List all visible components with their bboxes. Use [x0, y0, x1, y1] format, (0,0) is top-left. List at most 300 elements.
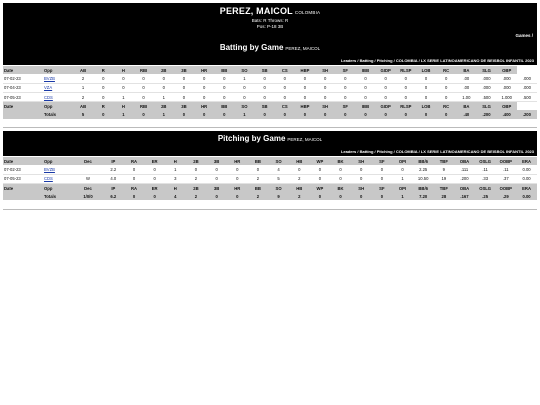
totals-cell: 0 — [134, 110, 154, 118]
totals-spacer — [3, 110, 43, 118]
column-header[interactable]: Opp — [43, 102, 73, 111]
column-header[interactable]: BB — [214, 102, 234, 111]
column-header[interactable]: Date — [3, 157, 43, 165]
column-header[interactable]: OOBP — [495, 157, 516, 165]
column-header[interactable]: OPI — [392, 183, 413, 192]
column-header[interactable]: RBI — [134, 66, 154, 74]
totals-cell: 0 — [396, 110, 416, 118]
nav-pitching[interactable]: Pitching — [376, 149, 393, 154]
stat-cell: 0 — [124, 165, 145, 174]
stat-cell: 1.00 — [456, 92, 476, 101]
stat-cell: 4.0 — [103, 174, 124, 183]
totals-cell: 0 — [214, 110, 234, 118]
column-header[interactable]: RLSP — [396, 102, 416, 111]
column-header[interactable]: Opp — [43, 66, 73, 74]
column-header[interactable]: RA — [124, 183, 145, 192]
column-header[interactable]: SF — [372, 157, 393, 165]
column-header[interactable]: HB — [289, 157, 310, 165]
column-header[interactable]: WP — [310, 157, 331, 165]
stat-cell: 2 — [186, 174, 207, 183]
table-row — [3, 165, 537, 174]
table-row — [3, 83, 537, 92]
column-header[interactable]: Opp — [43, 183, 73, 192]
column-header[interactable]: ER — [144, 183, 165, 192]
totals-decision: 1/0/0 — [73, 192, 103, 200]
column-header[interactable]: SH — [351, 183, 372, 192]
opponent-link[interactable]: VZA — [44, 85, 53, 91]
stat-cell: 0 — [134, 92, 154, 101]
column-header[interactable]: BK — [330, 183, 351, 192]
column-header[interactable]: RC — [436, 66, 456, 74]
column-header[interactable]: H — [165, 183, 186, 192]
column-header[interactable]: OBP — [497, 102, 517, 111]
column-header[interactable]: Date — [3, 102, 43, 111]
stat-cell: 0 — [416, 92, 436, 101]
batting-title: Batting by Game — [219, 43, 284, 52]
stat-cell: 0 — [396, 74, 416, 83]
stat-cell: .000 — [497, 74, 517, 83]
totals-cell: 9 — [268, 192, 289, 200]
stat-cell: 0 — [174, 83, 194, 92]
totals-cell: .400 — [497, 110, 517, 118]
stat-cell: .500 — [476, 92, 496, 101]
column-header[interactable]: IBB — [355, 102, 375, 111]
totals-cell: 0 — [351, 192, 372, 200]
stat-cell: 1 — [73, 83, 93, 92]
bats-throws: Bats: R Throws: R — [251, 17, 289, 23]
stat-cell: 0 — [134, 74, 154, 83]
totals-cell: 2 — [186, 192, 207, 200]
totals-label: Totals — [43, 192, 73, 200]
totals-cell: 7.20 — [413, 192, 434, 200]
totals-cell: 5 — [73, 110, 93, 118]
stat-cell: 0 — [289, 165, 310, 174]
stat-cell: 1 — [154, 92, 174, 101]
column-header[interactable]: HBP — [295, 102, 315, 111]
totals-cell: 4 — [165, 192, 186, 200]
stat-cell: 19 — [434, 174, 455, 183]
column-header[interactable]: WP — [310, 183, 331, 192]
opponent-cell — [43, 165, 73, 174]
totals-cell: 0 — [436, 110, 456, 118]
totals-cell: .25 — [475, 192, 496, 200]
stat-cell: 0 — [194, 92, 214, 101]
stat-cell: 0 — [335, 83, 355, 92]
stat-cell: 0 — [330, 165, 351, 174]
column-header[interactable]: TBF — [434, 157, 455, 165]
pitching-table — [3, 157, 537, 200]
column-header[interactable]: RC — [436, 102, 456, 111]
stat-cell: 0 — [275, 74, 295, 83]
totals-cell: 0 — [174, 110, 194, 118]
stat-cell: 0 — [416, 83, 436, 92]
totals-cell: 0 — [93, 110, 113, 118]
stat-cell: 0 — [144, 165, 165, 174]
stat-cell: 0.00 — [516, 174, 537, 183]
column-header[interactable]: BB/6 — [413, 183, 434, 192]
games-link[interactable]: Games / — [515, 33, 533, 38]
nav-team[interactable]: COLOMBIA — [395, 58, 418, 63]
column-header[interactable]: OBA — [454, 183, 475, 192]
column-header[interactable]: ERA — [516, 157, 537, 165]
stat-cell: 0 — [214, 92, 234, 101]
column-header[interactable]: IP — [103, 183, 124, 192]
decision-cell — [73, 165, 103, 174]
column-header[interactable]: Date — [3, 183, 43, 192]
stat-cell: 0 — [144, 174, 165, 183]
section-divider — [3, 127, 537, 128]
column-header[interactable]: OSLG — [475, 183, 496, 192]
stat-cell: 0 — [214, 83, 234, 92]
stat-cell: 0 — [124, 174, 145, 183]
stat-cell: 2.2 — [103, 165, 124, 174]
player-header — [3, 3, 537, 40]
nav-leaders[interactable]: Leaders — [340, 149, 357, 154]
column-header[interactable]: GIDP — [376, 66, 396, 74]
stat-cell: 1 — [165, 165, 186, 174]
footer-header-row — [3, 183, 537, 192]
opponent-cell — [43, 74, 73, 83]
header-row — [3, 66, 537, 74]
column-header[interactable]: OOBP — [495, 183, 516, 192]
column-header[interactable]: Opp — [43, 157, 73, 165]
column-header[interactable]: SLG — [476, 66, 496, 74]
totals-cell: 0 — [372, 192, 393, 200]
stat-cell: 0 — [234, 92, 254, 101]
stat-cell: 0 — [315, 83, 335, 92]
stat-cell: 0 — [214, 74, 234, 83]
date-cell: 07-05-23 — [3, 92, 43, 101]
opponent-cell — [43, 83, 73, 92]
stat-cell: 0 — [436, 74, 456, 83]
column-header[interactable]: RLSP — [396, 66, 416, 74]
stat-cell: 0 — [355, 92, 375, 101]
column-header[interactable]: H — [113, 66, 133, 74]
pitching-subtitle: PEREZ, MAICOL — [287, 137, 323, 142]
column-header[interactable]: SH — [315, 66, 335, 74]
nav-batting[interactable]: Batting — [359, 149, 374, 154]
opponent-link[interactable]: CDS — [44, 176, 53, 182]
column-header[interactable]: OBA — [454, 157, 475, 165]
stat-cell: .00 — [456, 74, 476, 83]
stat-cell: 0 — [416, 74, 436, 83]
column-header[interactable]: CS — [275, 102, 295, 111]
totals-cell: 0 — [335, 110, 355, 118]
column-header[interactable]: SLG — [476, 102, 496, 111]
stat-cell: 0 — [227, 174, 248, 183]
decision-cell: W — [73, 174, 103, 183]
column-header[interactable]: RBI — [134, 102, 154, 111]
stat-cell: .000 — [497, 83, 517, 92]
stat-cell: 5 — [268, 174, 289, 183]
stat-cell: 0 — [372, 165, 393, 174]
totals-cell: 0 — [376, 110, 396, 118]
stat-cell: 0 — [194, 83, 214, 92]
totals-cell: 1 — [113, 110, 133, 118]
stat-cell: 0 — [174, 74, 194, 83]
nav-pitching[interactable]: Pitching — [376, 58, 393, 63]
column-header[interactable]: AB — [73, 66, 93, 74]
column-header[interactable]: 3B — [174, 66, 194, 74]
column-header[interactable]: OSLG — [475, 157, 496, 165]
player-name-line — [3, 6, 537, 16]
batting-table — [3, 66, 537, 119]
stat-cell: 10.50 — [413, 174, 434, 183]
stat-cell: 1.000 — [497, 92, 517, 101]
column-header[interactable]: BA — [456, 66, 476, 74]
totals-cell: 0 — [315, 110, 335, 118]
batting-title-line — [3, 43, 537, 52]
nav-batting[interactable]: Batting — [359, 58, 374, 63]
column-header[interactable]: Date — [3, 66, 43, 74]
stat-cell: 0 — [227, 165, 248, 174]
stat-cell: 0 — [310, 174, 331, 183]
totals-row — [3, 110, 537, 118]
player-name: PEREZ, MAICOL — [219, 6, 293, 16]
positions: Pos: P-18 3B — [256, 23, 284, 29]
column-header[interactable]: 3B — [206, 183, 227, 192]
header-row — [3, 157, 537, 165]
batting-subtitle: PEREZ, MAICOL — [285, 46, 321, 51]
stat-cell: 0 — [295, 83, 315, 92]
table-row — [3, 92, 537, 101]
column-header[interactable]: Dec — [73, 183, 103, 192]
column-header[interactable]: HR — [227, 183, 248, 192]
stat-cell: .33 — [475, 174, 496, 183]
stat-cell: .000 — [517, 74, 537, 83]
stat-cell: 0 — [392, 165, 413, 174]
column-header[interactable]: H — [165, 157, 186, 165]
table-row — [3, 74, 537, 83]
date-cell: 07-04-23 — [3, 83, 43, 92]
column-header[interactable]: 2B — [186, 183, 207, 192]
column-header[interactable]: SB — [255, 66, 275, 74]
column-header[interactable]: SF — [335, 102, 355, 111]
nav-leaders[interactable]: Leaders — [340, 58, 357, 63]
column-header[interactable]: HR — [194, 66, 214, 74]
totals-cell: 0 — [144, 192, 165, 200]
stat-cell: 0 — [248, 165, 269, 174]
stat-cell: 0 — [255, 83, 275, 92]
column-header[interactable]: TBF — [434, 183, 455, 192]
totals-cell: 1 — [392, 192, 413, 200]
column-header[interactable]: IBB — [355, 66, 375, 74]
stat-cell: 3 — [165, 174, 186, 183]
totals-cell: .40 — [456, 110, 476, 118]
stat-cell: 2 — [289, 174, 310, 183]
column-header[interactable]: BK — [330, 157, 351, 165]
stat-cell: 0 — [436, 83, 456, 92]
pitching-section-header — [3, 131, 537, 156]
pitching-title-line — [3, 134, 537, 143]
totals-cell: 0 — [194, 110, 214, 118]
stat-cell: 0 — [234, 83, 254, 92]
column-header[interactable]: LOB — [416, 66, 436, 74]
totals-cell: 0 — [124, 192, 145, 200]
column-header[interactable]: OBP — [497, 66, 517, 74]
totals-cell: 0.00 — [516, 192, 537, 200]
opponent-cell — [43, 174, 73, 183]
column-header[interactable]: IP — [103, 157, 124, 165]
column-header[interactable]: SO — [234, 66, 254, 74]
column-header[interactable]: SO — [268, 183, 289, 192]
column-header[interactable]: 3B — [206, 157, 227, 165]
column-header[interactable]: GIDP — [376, 102, 396, 111]
stat-cell: 0 — [351, 174, 372, 183]
stat-cell: 0 — [295, 92, 315, 101]
stat-cell: 0 — [396, 92, 416, 101]
stat-cell: .000 — [476, 74, 496, 83]
stat-cell: 0 — [255, 92, 275, 101]
pitching-title: Pitching by Game — [217, 134, 286, 143]
totals-cell: .29 — [495, 192, 516, 200]
opponent-link[interactable]: BVZB — [44, 75, 55, 81]
stat-cell: .000 — [517, 83, 537, 92]
stat-cell: .11 — [495, 165, 516, 174]
column-header[interactable]: SO — [268, 157, 289, 165]
batting-nav: Leaders / Batting / Pitching / COLOMBIA / LX SERIE LATINOAMERICANO DE BEISBOL INFANTIL 2023 — [340, 58, 534, 63]
column-header[interactable]: SO — [234, 102, 254, 111]
column-header[interactable]: AB — [73, 102, 93, 111]
stat-cell: 0 — [355, 74, 375, 83]
column-header[interactable]: 3B — [174, 102, 194, 111]
stat-cell: .500 — [517, 92, 537, 101]
column-header[interactable]: BB — [214, 66, 234, 74]
totals-row — [3, 192, 537, 200]
nav-league[interactable]: LX SERIE LATINOAMERICANO DE BEISBOL INFANTIL 2023 — [420, 58, 534, 63]
column-header[interactable]: ER — [144, 157, 165, 165]
totals-cell: .200 — [476, 110, 496, 118]
totals-cell: 0 — [355, 110, 375, 118]
stat-cell: 0 — [186, 165, 207, 174]
totals-cell: 2 — [289, 192, 310, 200]
stat-cell: 0 — [93, 83, 113, 92]
stat-cell: .00 — [456, 83, 476, 92]
stat-cell: .000 — [476, 83, 496, 92]
nav-league[interactable]: LX SERIE LATINOAMERICANO DE BEISBOL INFANTIL 2023 — [420, 149, 534, 154]
column-header[interactable]: CS — [275, 66, 295, 74]
stat-cell: 0 — [93, 92, 113, 101]
column-header[interactable]: LOB — [416, 102, 436, 111]
totals-cell: 0 — [330, 192, 351, 200]
column-header[interactable]: BB/6 — [413, 157, 434, 165]
totals-cell: 0 — [295, 110, 315, 118]
stat-cell: 4 — [268, 165, 289, 174]
stat-cell: 0 — [335, 74, 355, 83]
column-header[interactable]: SH — [315, 102, 335, 111]
column-header[interactable]: 2B — [154, 102, 174, 111]
bottom-divider — [3, 209, 537, 210]
stat-cell: .11 — [475, 165, 496, 174]
stat-cell: .37 — [495, 174, 516, 183]
totals-cell: 0 — [275, 110, 295, 118]
stat-cell: 0 — [376, 74, 396, 83]
table-row — [3, 174, 537, 183]
stat-cell: 0 — [206, 174, 227, 183]
totals-cell: 1 — [234, 110, 254, 118]
totals-cell: .167 — [454, 192, 475, 200]
footer-header-row — [3, 102, 537, 111]
stat-cell: 0 — [206, 165, 227, 174]
column-header[interactable]: H — [113, 102, 133, 111]
column-header[interactable]: R — [93, 66, 113, 74]
totals-cell: 1 — [154, 110, 174, 118]
column-header[interactable]: BB — [248, 183, 269, 192]
column-header[interactable]: ERA — [516, 183, 537, 192]
column-header[interactable]: SH — [351, 157, 372, 165]
nav-team[interactable]: COLOMBIA — [395, 149, 418, 154]
stat-cell: 0 — [310, 165, 331, 174]
column-header[interactable]: SB — [255, 102, 275, 111]
totals-cell: 28 — [434, 192, 455, 200]
opponent-link[interactable]: CDS — [44, 94, 53, 100]
column-header[interactable]: BB — [248, 157, 269, 165]
batting-section-header — [3, 40, 537, 65]
totals-cell: 6.2 — [103, 192, 124, 200]
totals-cell: 0 — [416, 110, 436, 118]
column-header[interactable]: HBP — [295, 66, 315, 74]
stat-cell: 0 — [93, 74, 113, 83]
stat-cell: 1 — [392, 174, 413, 183]
stat-cell: .111 — [454, 165, 475, 174]
column-header[interactable]: BA — [456, 102, 476, 111]
stat-cell: 0 — [315, 92, 335, 101]
stat-cell: 0 — [355, 83, 375, 92]
column-header[interactable]: HR — [227, 157, 248, 165]
stat-cell: 0 — [255, 74, 275, 83]
totals-cell: 0 — [255, 110, 275, 118]
column-header[interactable]: OPI — [392, 157, 413, 165]
stat-cell: 0 — [396, 83, 416, 92]
stat-cell: 0 — [134, 83, 154, 92]
column-header[interactable]: HB — [289, 183, 310, 192]
player-team: COLOMBIA — [294, 10, 321, 15]
column-header[interactable]: 2B — [186, 157, 207, 165]
column-header[interactable]: HR — [194, 102, 214, 111]
stat-cell: 2 — [73, 74, 93, 83]
stat-cell: 2 — [248, 174, 269, 183]
date-cell: 07-02-23 — [3, 74, 43, 83]
date-cell: 07-05-23 — [3, 174, 43, 183]
opponent-cell — [43, 92, 73, 101]
column-header[interactable]: Dec — [73, 157, 103, 165]
stat-cell: 0.00 — [516, 165, 537, 174]
stat-cell: 0 — [330, 174, 351, 183]
stat-cell: 0 — [275, 92, 295, 101]
date-cell: 07-02-23 — [3, 165, 43, 174]
stat-cell: 0 — [113, 74, 133, 83]
stat-cell: 0 — [295, 74, 315, 83]
stat-cell: 0 — [376, 83, 396, 92]
column-header[interactable]: 2B — [154, 66, 174, 74]
stat-cell: 9 — [434, 165, 455, 174]
stat-cell: 1 — [113, 92, 133, 101]
stat-cell: 0 — [194, 74, 214, 83]
column-header[interactable]: SF — [335, 66, 355, 74]
column-header[interactable]: SF — [372, 183, 393, 192]
column-header[interactable]: R — [93, 102, 113, 111]
stat-cell: 1 — [234, 74, 254, 83]
totals-cell: 0 — [310, 192, 331, 200]
stat-cell: 2 — [73, 92, 93, 101]
stat-cell: 2.25 — [413, 165, 434, 174]
stat-cell: 0 — [154, 74, 174, 83]
stat-cell: 0 — [113, 83, 133, 92]
totals-cell: 0 — [206, 192, 227, 200]
stat-cell: 0 — [275, 83, 295, 92]
opponent-link[interactable]: BVZB — [44, 166, 55, 172]
column-header[interactable]: RA — [124, 157, 145, 165]
